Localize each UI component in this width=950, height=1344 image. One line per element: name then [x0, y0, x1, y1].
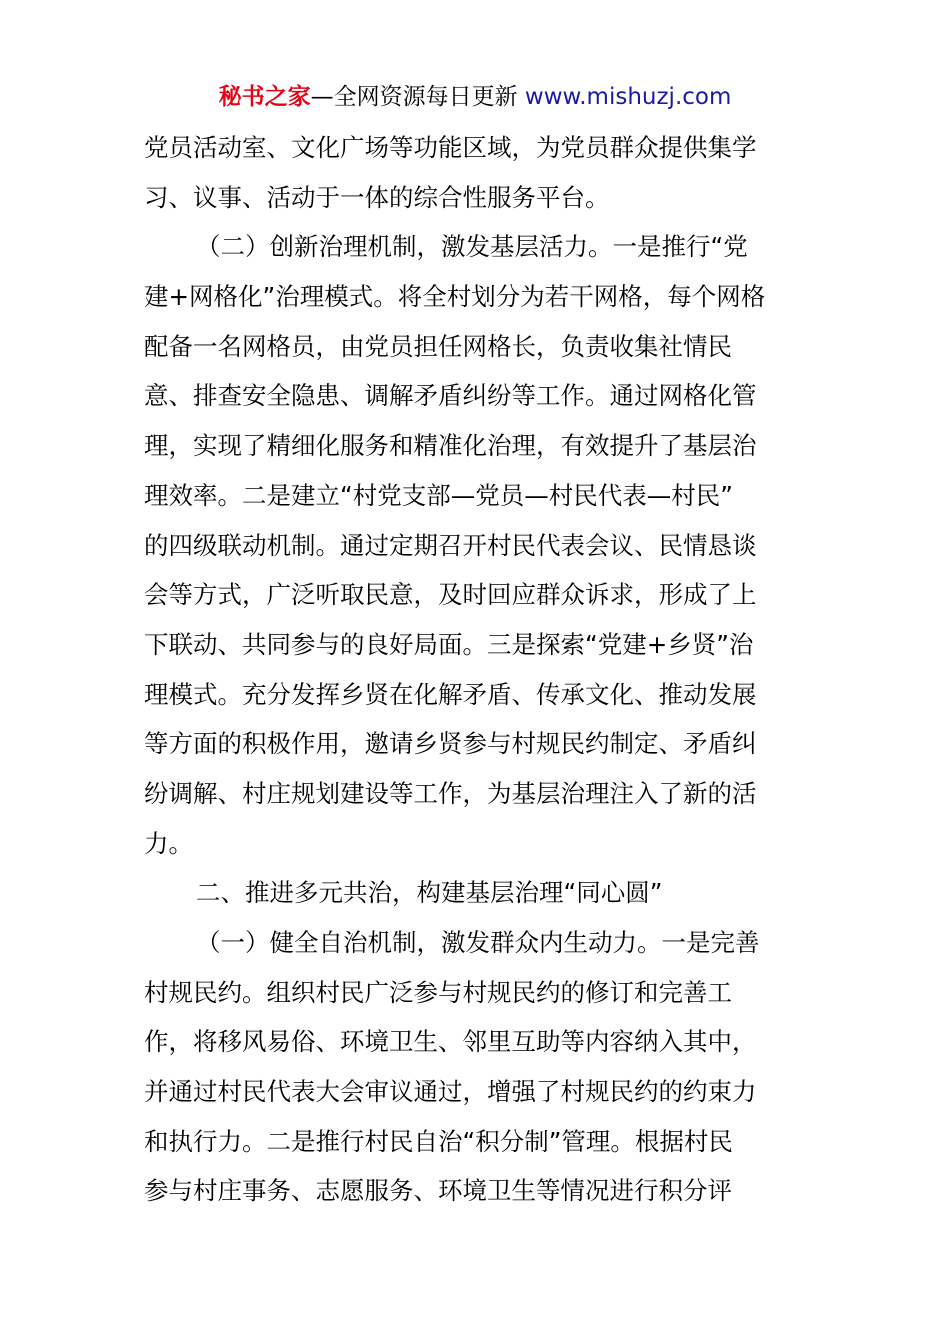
site-header	[0, 80, 950, 114]
document-body	[144, 123, 808, 1216]
text-line: 意、排查安全隐患、调解矛盾纠纷等工作。通过网格化管	[144, 381, 757, 411]
text-line: 的四级联动机制。通过定期召开村民代表会议、民情恳谈	[144, 530, 757, 560]
text-line: 理，实现了精细化服务和精准化治理，有效提升了基层治	[144, 431, 757, 461]
section-heading: 二、推进多元共治，构建基层治理“同心圆”	[196, 878, 663, 908]
site-tagline: —全网资源每日更新	[310, 84, 518, 110]
text-line: 理效率。二是建立“村党支部—党员—村民代表—村民”	[144, 480, 733, 510]
text-line: 并通过村民代表大会审议通过，增强了村规民约的约束力	[144, 1077, 757, 1107]
text-line: 作，将移风易俗、环境卫生、邻里互助等内容纳入其中，	[144, 1027, 757, 1057]
text-line: 和执行力。二是推行村民自治“积分制”管理。根据村民	[144, 1126, 733, 1156]
text-line: 党员活动室、文化广场等功能区域，为党员群众提供集学	[144, 133, 757, 162]
text-line: 力。	[144, 828, 193, 858]
text-line: 会等方式，广泛听取民意，及时回应群众诉求，形成了上	[144, 580, 757, 610]
text-line: 配备一名网格员，由党员担任网格长，负责收集社情民	[144, 331, 732, 361]
text-line: 等方面的积极作用，邀请乡贤参与村规民约制定、矛盾纠	[144, 729, 757, 759]
text-line: 下联动、共同参与的良好局面。三是探索“党建+乡贤”治	[144, 629, 754, 659]
site-brand: 秘书之家	[218, 84, 311, 110]
text-line: 纷调解、村庄规划建设等工作，为基层治理注入了新的活	[144, 778, 757, 808]
text-line: 理模式。充分发挥乡贤在化解矛盾、传承文化、推动发展	[144, 679, 757, 709]
text-line: 参与村庄事务、志愿服务、环境卫生等情况进行积分评	[144, 1176, 732, 1206]
text-line: 村规民约。组织村民广泛参与村规民约的修订和完善工	[144, 977, 732, 1007]
site-url-link[interactable]: www.mishuzj.com	[517, 84, 732, 110]
paragraph-start-line: （一）健全自治机制，激发群众内生动力。一是完善	[196, 928, 760, 957]
paragraph-start-line: （二）创新治理机制，激发基层活力。一是推行“党	[196, 232, 748, 262]
text-line: 建+网格化”治理模式。将全村划分为若干网格，每个网格	[144, 282, 766, 312]
text-line: 习、议事、活动于一体的综合性服务平台。	[144, 182, 610, 212]
